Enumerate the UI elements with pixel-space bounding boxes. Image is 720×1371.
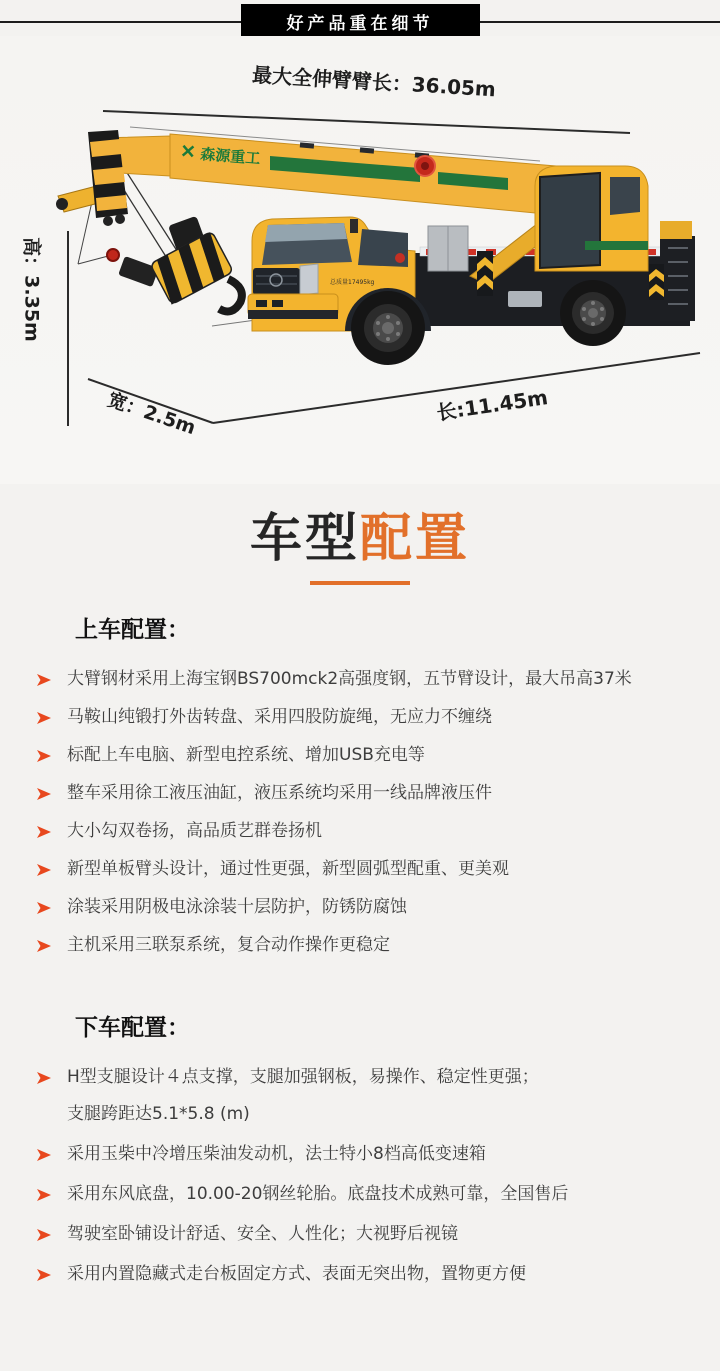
arrow-bullet-icon (36, 1070, 52, 1089)
list-item: 采用内置隐藏式走台板固定方式、表面无突出物，置物更方便 (0, 1263, 720, 1286)
title-black-part: 车型 (249, 509, 360, 569)
arrow-bullet-icon (36, 900, 52, 919)
arrow-bullet-icon (36, 1227, 52, 1246)
list-item: 涂装采用阴极电泳涂装十层防护，防锈防腐蚀 (0, 896, 720, 919)
crane-figure (0, 36, 720, 484)
upper-config-heading: 上车配置： (75, 617, 190, 643)
arrow-bullet-icon (36, 1267, 52, 1286)
arrow-bullet-icon (36, 748, 52, 767)
arrow-bullet-icon (36, 938, 52, 957)
list-item: 马鞍山纯锻打外齿转盘、采用四股防旋绳，无应力不缠绕 (0, 706, 720, 729)
upper-config-list (0, 668, 720, 957)
dim-label-height: 高：3.35m (20, 237, 43, 342)
title-orange-part: 配置 (360, 509, 471, 569)
arrow-bullet-icon (36, 1147, 52, 1166)
banner-left-line (0, 21, 241, 23)
lower-config-list (0, 1066, 720, 1286)
list-item: 主机采用三联泵系统，复合动作操作更稳定 (0, 934, 720, 957)
banner-right-line (480, 21, 720, 23)
chevron-post-front (477, 251, 493, 296)
list-item: 驾驶室卧铺设计舒适、安全、人性化；大视野后视镜 (0, 1223, 720, 1246)
boom-brand-text: 森源重工 (199, 145, 261, 168)
page-title (0, 496, 720, 585)
list-item: 大小勾双卷扬，高品质艺群卷扬机 (0, 820, 720, 843)
dim-label-boom-length: 最大全伸臂臂长：36.05m (251, 62, 497, 102)
rear-wheel (560, 280, 626, 346)
operator-cab (535, 166, 648, 271)
door-capacity-text: 总质量17495kg (330, 279, 375, 286)
arrow-bullet-icon (36, 1187, 52, 1206)
list-item: 大臂钢材采用上海宝钢BS700mck2高强度钢，五节臂设计，最大吊高37米 (0, 668, 720, 691)
list-item: 采用玉柴中冷增压柴油发动机，法士特小8档高低变速箱 (0, 1143, 720, 1166)
list-item: 标配上车电脑、新型电控系统、增加USB充电等 (0, 744, 720, 767)
list-item-line2: 支腿跨距达5.1*5.8 (m) (67, 1103, 250, 1124)
arrow-bullet-icon (36, 710, 52, 729)
list-item: H型支腿设计４点支撑，支腿加强钢板，易操作、稳定性更强； 支腿跨距达5.1*5.8 (m) (0, 1066, 720, 1126)
arrow-bullet-icon (36, 672, 52, 691)
list-item: 采用东风底盘，10.00-20钢丝轮胎。底盘技术成熟可靠，全国售后 (0, 1183, 720, 1206)
chevron-post-rear (649, 264, 664, 300)
arrow-bullet-icon (36, 862, 52, 881)
arrow-bullet-icon (36, 824, 52, 843)
section-upper-config (0, 611, 720, 957)
title-underline (310, 581, 410, 585)
lower-config-heading: 下车配置： (75, 1015, 190, 1041)
list-item: 新型单板臂头设计，通过性更强，新型圆弧型配重、更美观 (0, 858, 720, 881)
rear-ladder (660, 221, 695, 321)
list-item: 整车采用徐工液压油缸，液压系统均采用一线品牌液压件 (0, 782, 720, 805)
dim-label-width: 宽：2.5m (104, 388, 199, 440)
top-banner (0, 0, 720, 36)
section-lower-config (0, 1009, 720, 1286)
crane-truck-illustration (0, 36, 720, 484)
dim-label-length: 长:11.45m (435, 385, 550, 425)
arrow-bullet-icon (36, 786, 52, 805)
hook-block-icon (107, 216, 249, 335)
banner-title: 好产品重在细节 (241, 4, 480, 40)
front-wheel (351, 291, 425, 365)
deck-toolbox (428, 226, 468, 271)
